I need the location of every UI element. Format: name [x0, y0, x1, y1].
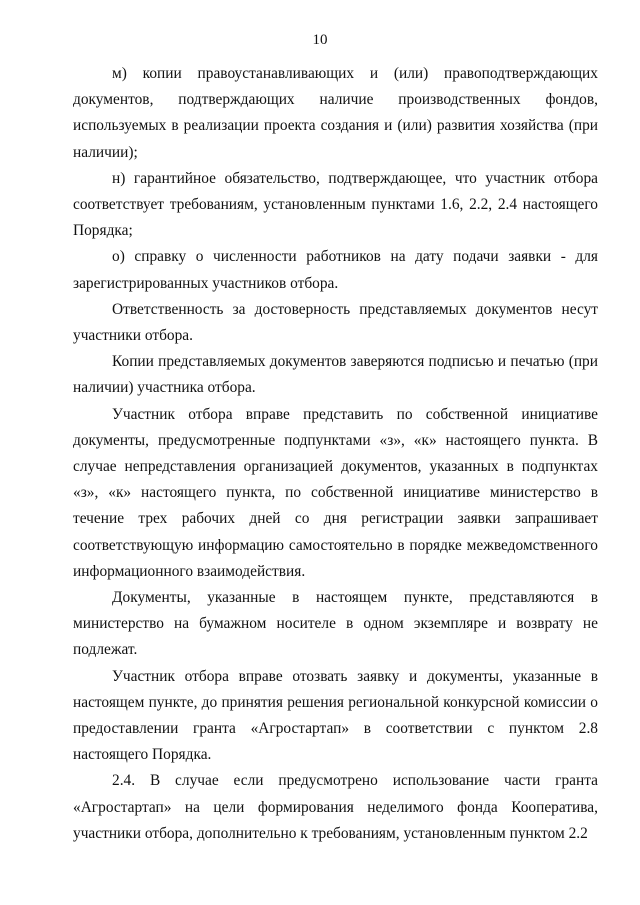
paragraph-certification: Копии представляемых документов заверяются подписью и печатью (при наличии) участника отбора. — [73, 353, 598, 397]
paragraph-withdrawal: Участник отбора вправе отозвать заявку и документы, указанные в настоящем пункте, до принятия решения региональной конкурсной комиссии о предоставлении гранта «Агростартап» в соответствии с пунктом 2.8 настоящего Порядка. — [73, 667, 598, 764]
paragraph-item-o: о) справку о численности работников на дату подачи заявки - для зарегистрированных участников отбора. — [73, 248, 598, 292]
paragraph-responsibility: Ответственность за достоверность представляемых документов несут участники отбора. — [73, 300, 598, 345]
page-number: 10 — [312, 32, 328, 48]
document-body — [73, 61, 598, 847]
paragraph-item-m: м) копии правоустанавливающих и (или) правоподтверждающих документов, подтверждающих наличие производственных фондов, используемых в реализации проекта создания и (или) развития хозяйства (при наличии); — [73, 65, 598, 161]
paragraph-paper-copy: Документы, указанные в настоящем пункте, представляются в министерство на бумажном носителе в одном экземпляре и возврату не подлежат. — [73, 589, 598, 659]
paragraph-item-n: н) гарантийное обязательство, подтверждающее, что участник отбора соответствует требованиям, установленным пунктами 1.6, 2.2, 2.4 настоящего Порядка; — [73, 169, 598, 240]
paragraph-section-2-4: 2.4. В случае если предусмотрено использование части гранта «Агростартап» на цели формирования неделимого фонда Кооператива, участники отбора, дополнительно к требованиям, установленным пунктом 2.2 — [73, 772, 598, 842]
paragraph-own-initiative: Участник отбора вправе представить по собственной инициативе документы, предусмотренные подпунктами «з», «к» настоящего пункта. В случае непредставления организацией документов, указанных в подпунктах «з», «к» настоящего пункта, по собственной инициативе министерство в течение трех рабочих дней со дня регистрации заявки запрашивает соответствующую информацию самостоятельно в порядке межведомственного информационного взаимодействия. — [73, 405, 598, 580]
